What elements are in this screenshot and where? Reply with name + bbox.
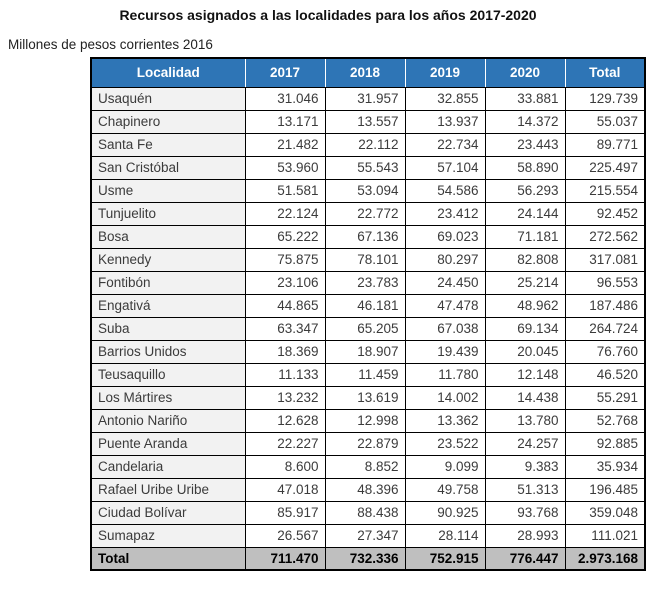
value-cell: 13.362 bbox=[405, 409, 485, 432]
value-cell: 55.291 bbox=[565, 386, 645, 409]
header-row bbox=[91, 58, 645, 87]
locality-cell: Los Mártires bbox=[91, 386, 245, 409]
value-cell: 78.101 bbox=[325, 248, 405, 271]
value-cell: 96.553 bbox=[565, 271, 645, 294]
value-cell: 51.581 bbox=[245, 179, 325, 202]
table-row bbox=[91, 202, 645, 225]
value-cell: 93.768 bbox=[485, 501, 565, 524]
locality-cell: Candelaria bbox=[91, 455, 245, 478]
column-header: 2019 bbox=[405, 58, 485, 87]
value-cell: 22.734 bbox=[405, 133, 485, 156]
value-cell: 359.048 bbox=[565, 501, 645, 524]
locality-cell: Puente Aranda bbox=[91, 432, 245, 455]
table-row bbox=[91, 432, 645, 455]
value-cell: 31.046 bbox=[245, 87, 325, 110]
value-cell: 76.760 bbox=[565, 340, 645, 363]
table-row bbox=[91, 363, 645, 386]
column-header: Localidad bbox=[91, 58, 245, 87]
column-header: Total bbox=[565, 58, 645, 87]
value-cell: 92.452 bbox=[565, 202, 645, 225]
value-cell: 69.134 bbox=[485, 317, 565, 340]
value-cell: 22.112 bbox=[325, 133, 405, 156]
value-cell: 69.023 bbox=[405, 225, 485, 248]
value-cell: 22.772 bbox=[325, 202, 405, 225]
table-row bbox=[91, 110, 645, 133]
table-row bbox=[91, 524, 645, 547]
table-header bbox=[91, 58, 645, 87]
value-cell: 225.497 bbox=[565, 156, 645, 179]
value-cell: 24.450 bbox=[405, 271, 485, 294]
value-cell: 13.232 bbox=[245, 386, 325, 409]
table-row bbox=[91, 386, 645, 409]
value-cell: 26.567 bbox=[245, 524, 325, 547]
value-cell: 28.993 bbox=[485, 524, 565, 547]
value-cell: 82.808 bbox=[485, 248, 565, 271]
table-row bbox=[91, 225, 645, 248]
value-cell: 67.136 bbox=[325, 225, 405, 248]
value-cell: 55.037 bbox=[565, 110, 645, 133]
total-value-cell: 776.447 bbox=[485, 547, 565, 570]
value-cell: 272.562 bbox=[565, 225, 645, 248]
locality-cell: Engativá bbox=[91, 294, 245, 317]
locality-cell: Suba bbox=[91, 317, 245, 340]
table-row bbox=[91, 455, 645, 478]
locality-cell: Rafael Uribe Uribe bbox=[91, 478, 245, 501]
localities-budget-table bbox=[90, 57, 646, 571]
value-cell: 22.879 bbox=[325, 432, 405, 455]
locality-cell: Bosa bbox=[91, 225, 245, 248]
value-cell: 12.148 bbox=[485, 363, 565, 386]
value-cell: 55.543 bbox=[325, 156, 405, 179]
value-cell: 215.554 bbox=[565, 179, 645, 202]
value-cell: 23.522 bbox=[405, 432, 485, 455]
value-cell: 25.214 bbox=[485, 271, 565, 294]
value-cell: 88.438 bbox=[325, 501, 405, 524]
locality-cell: Santa Fe bbox=[91, 133, 245, 156]
locality-cell: Usme bbox=[91, 179, 245, 202]
table-row bbox=[91, 87, 645, 110]
total-value-cell: 752.915 bbox=[405, 547, 485, 570]
value-cell: 18.369 bbox=[245, 340, 325, 363]
locality-cell: Sumapaz bbox=[91, 524, 245, 547]
value-cell: 11.780 bbox=[405, 363, 485, 386]
value-cell: 75.875 bbox=[245, 248, 325, 271]
value-cell: 14.438 bbox=[485, 386, 565, 409]
value-cell: 56.293 bbox=[485, 179, 565, 202]
value-cell: 89.771 bbox=[565, 133, 645, 156]
value-cell: 27.347 bbox=[325, 524, 405, 547]
total-row bbox=[91, 547, 645, 570]
value-cell: 129.739 bbox=[565, 87, 645, 110]
value-cell: 46.520 bbox=[565, 363, 645, 386]
value-cell: 12.628 bbox=[245, 409, 325, 432]
value-cell: 24.257 bbox=[485, 432, 565, 455]
value-cell: 63.347 bbox=[245, 317, 325, 340]
locality-cell: Barrios Unidos bbox=[91, 340, 245, 363]
value-cell: 23.412 bbox=[405, 202, 485, 225]
value-cell: 23.443 bbox=[485, 133, 565, 156]
value-cell: 65.222 bbox=[245, 225, 325, 248]
value-cell: 22.227 bbox=[245, 432, 325, 455]
value-cell: 65.205 bbox=[325, 317, 405, 340]
value-cell: 11.133 bbox=[245, 363, 325, 386]
locality-cell: Fontibón bbox=[91, 271, 245, 294]
value-cell: 46.181 bbox=[325, 294, 405, 317]
value-cell: 49.758 bbox=[405, 478, 485, 501]
table-row bbox=[91, 248, 645, 271]
value-cell: 23.783 bbox=[325, 271, 405, 294]
value-cell: 13.171 bbox=[245, 110, 325, 133]
locality-cell: Kennedy bbox=[91, 248, 245, 271]
locality-cell: Antonio Nariño bbox=[91, 409, 245, 432]
value-cell: 28.114 bbox=[405, 524, 485, 547]
value-cell: 51.313 bbox=[485, 478, 565, 501]
column-header: 2020 bbox=[485, 58, 565, 87]
table-row bbox=[91, 317, 645, 340]
total-value-cell: 732.336 bbox=[325, 547, 405, 570]
value-cell: 111.021 bbox=[565, 524, 645, 547]
value-cell: 14.372 bbox=[485, 110, 565, 133]
locality-cell: Tunjuelito bbox=[91, 202, 245, 225]
value-cell: 47.018 bbox=[245, 478, 325, 501]
table-row bbox=[91, 271, 645, 294]
value-cell: 58.890 bbox=[485, 156, 565, 179]
value-cell: 35.934 bbox=[565, 455, 645, 478]
table-title: Recursos asignados a las localidades para los años 2017-2020 bbox=[119, 7, 537, 23]
value-cell: 20.045 bbox=[485, 340, 565, 363]
locality-cell: Usaquén bbox=[91, 87, 245, 110]
value-cell: 12.998 bbox=[325, 409, 405, 432]
value-cell: 187.486 bbox=[565, 294, 645, 317]
value-cell: 9.099 bbox=[405, 455, 485, 478]
value-cell: 196.485 bbox=[565, 478, 645, 501]
value-cell: 13.619 bbox=[325, 386, 405, 409]
value-cell: 48.962 bbox=[485, 294, 565, 317]
value-cell: 32.855 bbox=[405, 87, 485, 110]
locality-cell: San Cristóbal bbox=[91, 156, 245, 179]
value-cell: 22.124 bbox=[245, 202, 325, 225]
table-row bbox=[91, 294, 645, 317]
table-row bbox=[91, 179, 645, 202]
locality-cell: Chapinero bbox=[91, 110, 245, 133]
value-cell: 52.768 bbox=[565, 409, 645, 432]
value-cell: 19.439 bbox=[405, 340, 485, 363]
value-cell: 9.383 bbox=[485, 455, 565, 478]
table-row bbox=[91, 156, 645, 179]
value-cell: 33.881 bbox=[485, 87, 565, 110]
value-cell: 67.038 bbox=[405, 317, 485, 340]
value-cell: 13.937 bbox=[405, 110, 485, 133]
value-cell: 13.557 bbox=[325, 110, 405, 133]
value-cell: 47.478 bbox=[405, 294, 485, 317]
value-cell: 44.865 bbox=[245, 294, 325, 317]
value-cell: 18.907 bbox=[325, 340, 405, 363]
value-cell: 21.482 bbox=[245, 133, 325, 156]
value-cell: 90.925 bbox=[405, 501, 485, 524]
value-cell: 71.181 bbox=[485, 225, 565, 248]
value-cell: 264.724 bbox=[565, 317, 645, 340]
value-cell: 85.917 bbox=[245, 501, 325, 524]
value-cell: 53.960 bbox=[245, 156, 325, 179]
table-row bbox=[91, 478, 645, 501]
total-value-cell: 2.973.168 bbox=[565, 547, 645, 570]
table-row bbox=[91, 409, 645, 432]
table-row bbox=[91, 133, 645, 156]
locality-cell: Teusaquillo bbox=[91, 363, 245, 386]
value-cell: 31.957 bbox=[325, 87, 405, 110]
value-cell: 8.852 bbox=[325, 455, 405, 478]
table-body bbox=[91, 87, 645, 547]
value-cell: 92.885 bbox=[565, 432, 645, 455]
value-cell: 317.081 bbox=[565, 248, 645, 271]
total-label-cell: Total bbox=[91, 547, 245, 570]
value-cell: 14.002 bbox=[405, 386, 485, 409]
column-header: 2018 bbox=[325, 58, 405, 87]
value-cell: 80.297 bbox=[405, 248, 485, 271]
column-header: 2017 bbox=[245, 58, 325, 87]
total-value-cell: 711.470 bbox=[245, 547, 325, 570]
table-row bbox=[91, 340, 645, 363]
value-cell: 24.144 bbox=[485, 202, 565, 225]
value-cell: 11.459 bbox=[325, 363, 405, 386]
table-footer bbox=[91, 547, 645, 570]
table-row bbox=[91, 501, 645, 524]
value-cell: 54.586 bbox=[405, 179, 485, 202]
value-cell: 57.104 bbox=[405, 156, 485, 179]
value-cell: 48.396 bbox=[325, 478, 405, 501]
value-cell: 8.600 bbox=[245, 455, 325, 478]
value-cell: 53.094 bbox=[325, 179, 405, 202]
value-cell: 23.106 bbox=[245, 271, 325, 294]
value-cell: 13.780 bbox=[485, 409, 565, 432]
locality-cell: Ciudad Bolívar bbox=[91, 501, 245, 524]
table-subtitle: Millones de pesos corrientes 2016 bbox=[8, 37, 213, 52]
